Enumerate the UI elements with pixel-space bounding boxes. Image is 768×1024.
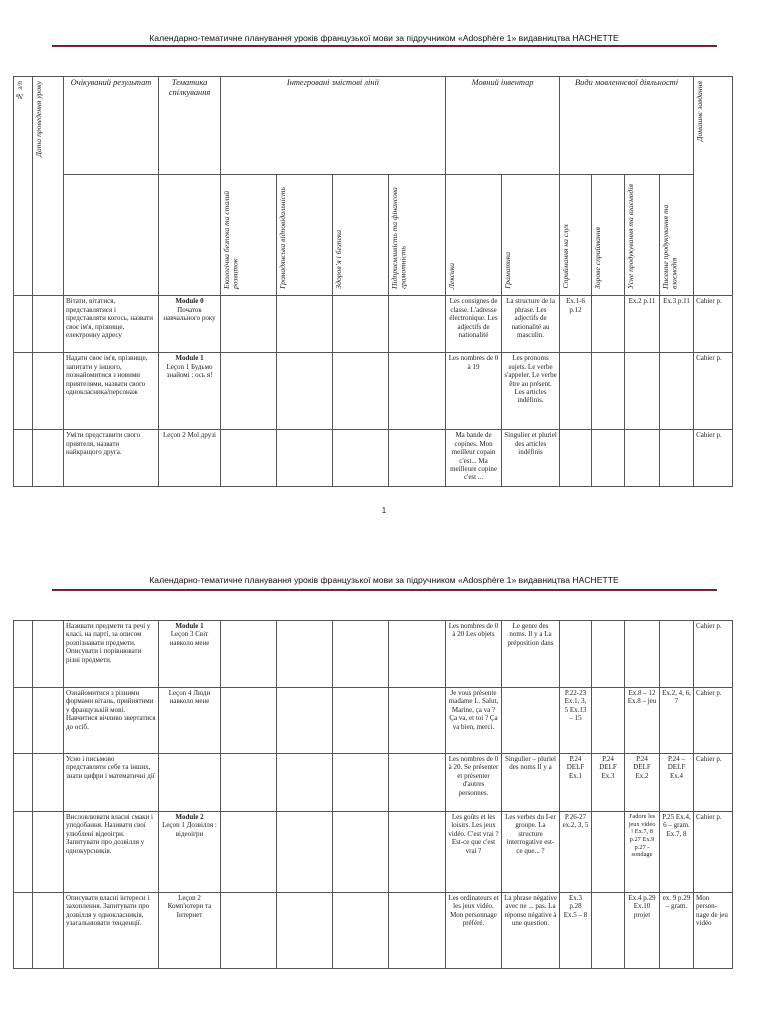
row-reading [592, 688, 625, 754]
row-result: Висловлювати власні смаки і уподобання. Називати свої улюблені відеоігри. Запитувати про дозвілля у однокурсників. [64, 812, 159, 893]
row-num [14, 812, 33, 893]
row-result: Називати предмети та речі у класі, на парті, за описом розпізнавати предмети. Описувати і порівнювати різні предмети. [64, 621, 159, 688]
row-date [33, 812, 64, 893]
row-civic [277, 621, 333, 688]
row-reading [592, 621, 625, 688]
row-homework: Cahier p. [694, 296, 733, 353]
col-homework-header: Домашнє завдання [694, 77, 733, 296]
row-listening: P.22-23 Ex.1, 3, 5 Ex.13 – 15 [560, 688, 592, 754]
row-topic-text: Початок навчального року [163, 305, 216, 323]
row-topic-text: Leçon 2 Мої друзі [163, 431, 216, 440]
table-row [14, 621, 733, 688]
row-num [14, 688, 33, 754]
table-row [14, 812, 733, 893]
page-header-title: Календарно-тематичне планування уроків французької мови за підручником «Adosphère 1» видавництва HACHETTE [149, 575, 619, 585]
col-finance-header: Підприємливість та фінансова грамотність [389, 175, 446, 296]
row-written [660, 353, 694, 430]
row-result: Вітати, вітатися, представлятися і представляти когось, назвати своє ім'я, прізвище, електронну адресу [64, 296, 159, 353]
row-homework: Cahier p. [694, 688, 733, 754]
row-lexis: Je vous présente madame L. Salut, Marine, ça va ? Ça va, et toi ? Ça va bien, merci. [446, 688, 502, 754]
plan-table-page1 [13, 76, 733, 487]
col-lang-header: Мовний інвентар [446, 77, 560, 175]
col-integrated-header: Інтегровані змістові лінії [221, 77, 446, 175]
row-homework: Cahier p. [694, 353, 733, 430]
row-homework: Cahier p. [694, 430, 733, 487]
row-lexis: Ma bande de copines. Mon meilleur copain c'est... Ma meilleure copine c'est ... [446, 430, 502, 487]
row-eco [221, 688, 277, 754]
row-eco [221, 893, 277, 969]
row-eco [221, 812, 277, 893]
table-row [14, 296, 733, 353]
table-row [14, 353, 733, 430]
row-health [333, 754, 389, 812]
row-topic [159, 754, 221, 812]
row-civic [277, 754, 333, 812]
row-civic [277, 296, 333, 353]
row-oral: Ex.2 p.11 [625, 296, 660, 353]
col-eco-header: Екологічна безпека та сталий розвиток [221, 175, 277, 296]
row-lexis: Les nombres de 0 à 19 [446, 353, 502, 430]
result-subheader-empty [64, 175, 159, 296]
row-lexis: Les goûts et les loisirs. Les jeux vidéo. C'est vrai ? Est-ce que c'est vrai ? [446, 812, 502, 893]
row-listening [560, 621, 592, 688]
col-listening-header: Сприймання на слух [560, 175, 592, 296]
row-listening [560, 353, 592, 430]
row-reading [592, 353, 625, 430]
row-health [333, 812, 389, 893]
row-written: Ex.3 p.11 [660, 296, 694, 353]
col-health-header: Здоров’я і безпека [333, 175, 389, 296]
row-grammar: Singulier et pluriel des articles indéfinis [502, 430, 560, 487]
row-written: ex. 9 p.29 – gram. [660, 893, 694, 969]
row-num [14, 893, 33, 969]
row-lexis: Les consignes de classe. L'adresse électronique. Les adjectifs de nationalité [446, 296, 502, 353]
row-lexis: Les ordinateurs et les jeux vidéo. Mon personnage préféré. [446, 893, 502, 969]
table-row [14, 688, 733, 754]
row-finance [389, 621, 446, 688]
row-reading [592, 430, 625, 487]
row-civic [277, 353, 333, 430]
row-topic-text: Leçon 2 Комп'ютери та Інтернет [167, 894, 212, 919]
header-row-1 [14, 77, 733, 175]
row-health [333, 621, 389, 688]
row-result: Надати своє ім'я, прізвище, запитати у іншого, познайомитися з новими приятелями, назвати свого однокласника/персонаж [64, 353, 159, 430]
topic-subheader-empty [159, 175, 221, 296]
row-finance [389, 893, 446, 969]
row-finance [389, 754, 446, 812]
row-health [333, 296, 389, 353]
row-homework: Cahier p. [694, 754, 733, 812]
header-rule [52, 589, 717, 591]
row-eco [221, 430, 277, 487]
row-grammar: La phrase négative avec ne ... pas. La réponse négative à une question. [502, 893, 560, 969]
row-topic [159, 296, 221, 353]
row-date [33, 754, 64, 812]
plan-table-page2 [13, 620, 733, 969]
row-reading [592, 893, 625, 969]
row-listening: Ex.3 p.28 Ex.5 – 8 [560, 893, 592, 969]
row-reading [592, 296, 625, 353]
row-written [660, 430, 694, 487]
row-oral [625, 430, 660, 487]
row-num [14, 754, 33, 812]
row-health [333, 893, 389, 969]
row-oral: J'adore les jeux vidéo ! Ex.7, 8 p.27 Ex.9 p.27 - sondage [625, 812, 660, 893]
row-eco [221, 296, 277, 353]
row-topic-module: Module 1 [175, 354, 204, 363]
row-listening: P.24 DELF Ex.1 [560, 754, 592, 812]
row-homework: Cahier p. [694, 621, 733, 688]
col-activities-header: Види мовленнєвої діяльності [560, 77, 694, 175]
row-oral: Ex.4 p.29 Ex.10 projet [625, 893, 660, 969]
row-topic-text: Leçon 3 Світ навколо мене [169, 630, 210, 647]
row-listening: Ex.1-6 p.12 [560, 296, 592, 353]
row-num [14, 621, 33, 688]
row-topic-text: Leçon 1 Дозвілля : відеоігри [162, 821, 217, 838]
row-num [14, 430, 33, 487]
table-row [14, 430, 733, 487]
row-topic-text: Leçon 4 Люди навколо мене [168, 689, 211, 706]
col-grammar-header: Граматика [502, 175, 560, 296]
row-civic [277, 812, 333, 893]
row-num [14, 296, 33, 353]
row-topic [159, 621, 221, 688]
col-result-header: Очікуваний результат [64, 77, 159, 175]
row-result: Описувати власні інтереси і захоплення. Запитувати про дозвілля у однокласників, узагальнювати тенденції. [64, 893, 159, 969]
row-date [33, 430, 64, 487]
row-result: Ознайомитися з різними формами вітань, прийнятими у французькій мові. Навчитися вічливо звертатися до осіб. [64, 688, 159, 754]
row-lexis: Les nombres de 0 à 20. Se présenter et présenter d'autres personnes. [446, 754, 502, 812]
row-oral [625, 621, 660, 688]
row-eco [221, 621, 277, 688]
row-topic [159, 893, 221, 969]
row-finance [389, 430, 446, 487]
row-finance [389, 688, 446, 754]
page-header-title: Календарно-тематичне планування уроків французької мови за підручником «Adosphère 1» видавництва HACHETTE [149, 33, 619, 43]
row-listening: P.26-27 ex.2, 3, 5 [560, 812, 592, 893]
row-date [33, 688, 64, 754]
header-rule [52, 45, 717, 47]
row-homework: Cahier p. [694, 812, 733, 893]
row-written [660, 621, 694, 688]
row-health [333, 430, 389, 487]
row-date [33, 296, 64, 353]
row-grammar: La structure de la phrase. Les adjectifs de nationalité au masculin. [502, 296, 560, 353]
col-reading-header: Зорове сприймання [592, 175, 625, 296]
row-civic [277, 893, 333, 969]
table-row [14, 893, 733, 969]
page-number: 1 [381, 506, 387, 515]
col-oral-header: Усне продукування та взаємодія [625, 175, 660, 296]
row-grammar: Les pronoms sujets. Le verbe s'appeler. Le verbe être au présent. Les articles indéfinis. [502, 353, 560, 430]
row-civic [277, 430, 333, 487]
row-result: Уміти представити свого приятеля, назвати найкращого друга. [64, 430, 159, 487]
table-row [14, 754, 733, 812]
row-topic-module: Module 0 [175, 297, 204, 306]
col-written-header: Писемне продукування та взаємодія [660, 175, 694, 296]
row-grammar: Le genre des noms. Il y a La préposition dans [502, 621, 560, 688]
row-lexis: Les nombres de 0 à 20 Les objets [446, 621, 502, 688]
row-topic [159, 688, 221, 754]
row-finance [389, 353, 446, 430]
row-topic-module: Module 1 [175, 622, 204, 630]
row-oral: Ex.8 – 12 Ex.8 – jeu [625, 688, 660, 754]
col-num-header: № з/п [14, 77, 33, 296]
row-grammar: Singulier – pluriel des noms Il y a [502, 754, 560, 812]
row-topic-text: Leçon 1 Будьмо знайомі : ось я! [166, 362, 213, 380]
row-grammar: Les verbes du I-er groupe. La structure interrogative est-ce que... ? [502, 812, 560, 893]
row-written: P.25 Ex.4, 6 – gram. Ex.7, 8 [660, 812, 694, 893]
row-date [33, 621, 64, 688]
row-homework: Mon person-nage de jeu vidéo [694, 893, 733, 969]
row-topic [159, 353, 221, 430]
row-date [33, 893, 64, 969]
row-oral: P.24 DELF Ex.2 [625, 754, 660, 812]
row-topic [159, 430, 221, 487]
row-eco [221, 353, 277, 430]
row-oral [625, 353, 660, 430]
row-health [333, 688, 389, 754]
row-health [333, 353, 389, 430]
row-reading: P.24 DELF Ex.3 [592, 754, 625, 812]
row-num [14, 353, 33, 430]
col-date-header: Дата проведення уроку [33, 77, 64, 296]
row-reading [592, 812, 625, 893]
row-written: Ex.2, 4, 6, 7 [660, 688, 694, 754]
row-topic-module: Module 2 [175, 813, 204, 821]
row-eco [221, 754, 277, 812]
row-listening [560, 430, 592, 487]
row-grammar [502, 688, 560, 754]
col-topic-header: Тематика спілкування [159, 77, 221, 175]
row-finance [389, 296, 446, 353]
row-topic [159, 812, 221, 893]
col-civic-header: Громадянська відповідальність [277, 175, 333, 296]
row-finance [389, 812, 446, 893]
row-civic [277, 688, 333, 754]
row-result: Усно і письмово представляти себе та інших, знати цифри і математичні дії [64, 754, 159, 812]
col-lexis-header: Лексика [446, 175, 502, 296]
header-row-2 [14, 175, 733, 296]
row-date [33, 353, 64, 430]
row-written: P.24 – DELF Ex.4 [660, 754, 694, 812]
